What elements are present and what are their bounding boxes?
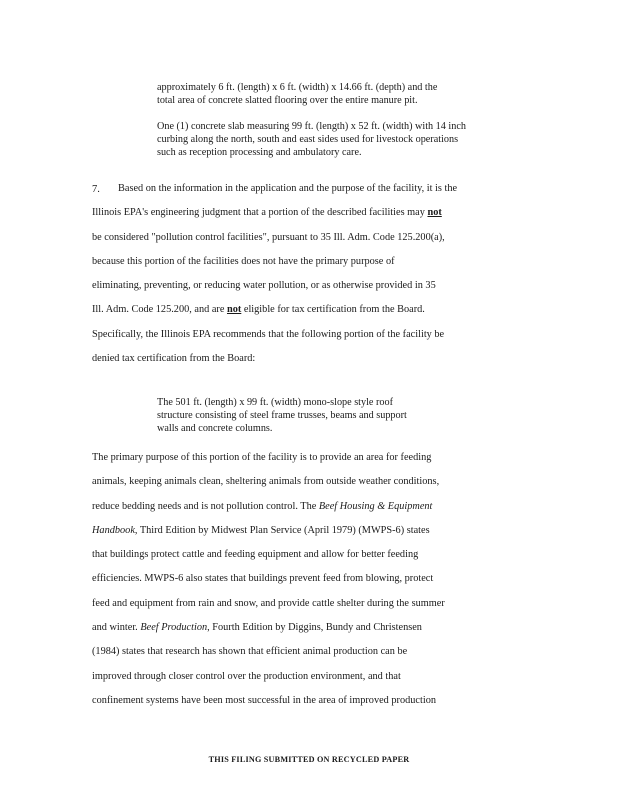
text-line: [92, 207, 523, 231]
text-line: that buildings protect cattle and feeding equipment and allow for better feeding: [92, 549, 419, 561]
text-line: [92, 304, 523, 328]
denied-item-block: [157, 396, 517, 436]
text-line: [92, 622, 522, 646]
text-line: curbing along the north, south and east sides used for livestock operations: [157, 134, 459, 146]
text-line: [92, 501, 522, 525]
text-line: improved through closer control over the production environment, and that: [92, 670, 401, 682]
text-line: approximately 6 ft. (length) x 6 ft. (width) x 14.66 ft. (depth) and the: [157, 82, 438, 93]
text-line: The 501 ft. (length) x 99 ft. (width) mono-slope style roof: [157, 397, 393, 408]
text-line: confinement systems have been most successful in the area of improved production: [92, 694, 436, 706]
emphasis-not: not: [427, 207, 442, 219]
text-run: Ill. Adm. Code 125.200, and are: [92, 304, 227, 316]
text-line: total area of concrete slatted flooring over the entire manure pit.: [157, 95, 418, 107]
paragraph-7: [92, 183, 523, 377]
text-line: structure consisting of steel frame trusses, beams and support: [157, 410, 407, 422]
text-run: , Third Edition by Midwest Plan Service (April 1979) (MWPS-6) states: [134, 524, 430, 536]
text-line: One (1) concrete slab measuring 99 ft. (length) x 52 ft. (width) with 14 inch: [157, 121, 466, 132]
text-line: efficiencies. MWPS-6 also states that buildings prevent feed from blowing, protect: [92, 573, 434, 585]
purpose-paragraph: [92, 452, 522, 719]
text-line: because this portion of the facilities does not have the primary purpose of: [92, 255, 395, 267]
text-line: walls and concrete columns.: [157, 423, 273, 435]
text-run: Illinois EPA's engineering judgment that a portion of the described facilities may: [92, 207, 428, 219]
citation-title: Beef Production: [140, 622, 208, 634]
top-block-paragraph-1: [157, 81, 517, 107]
text-line: animals, keeping animals clean, sheltering animals from outside weather conditions,: [92, 476, 440, 488]
top-block-paragraph-2: [157, 120, 517, 160]
text-run: , Fourth Edition by Diggins, Bundy and Christensen: [207, 622, 422, 634]
text-run: eligible for tax certification from the Board.: [241, 304, 425, 316]
text-line: eliminating, preventing, or reducing water pollution, or as otherwise provided in 35: [92, 280, 436, 292]
text-line: (1984) states that research has shown that efficient animal production can be: [92, 646, 408, 658]
text-line: Based on the information in the application and the purpose of the facility, it is the: [118, 183, 458, 194]
text-line: denied tax certification from the Board:: [92, 353, 256, 365]
text-line: feed and equipment from rain and snow, and provide cattle shelter during the summer: [92, 597, 445, 609]
text-line: [92, 525, 522, 549]
citation-title: Handbook: [92, 524, 135, 536]
emphasis-not: not: [226, 304, 242, 316]
text-run: and winter.: [92, 622, 141, 634]
text-line: Specifically, the Illinois EPA recommends that the following portion of the facility be: [92, 328, 445, 340]
text-line: The primary purpose of this portion of the facility is to provide an area for feeding: [92, 452, 432, 463]
text-run: reduce bedding needs and is not pollution control. The: [92, 500, 319, 512]
page-footer: THIS FILING SUBMITTED ON RECYCLED PAPER: [208, 755, 410, 764]
text-line: be considered "pollution control facilities", pursuant to 35 Ill. Adm. Code 125.200(a),: [92, 231, 445, 243]
text-line: such as reception processing and ambulatory care.: [157, 147, 362, 159]
paragraph-number: 7.: [92, 184, 100, 195]
citation-title: Beef Housing & Equipment: [318, 500, 433, 512]
